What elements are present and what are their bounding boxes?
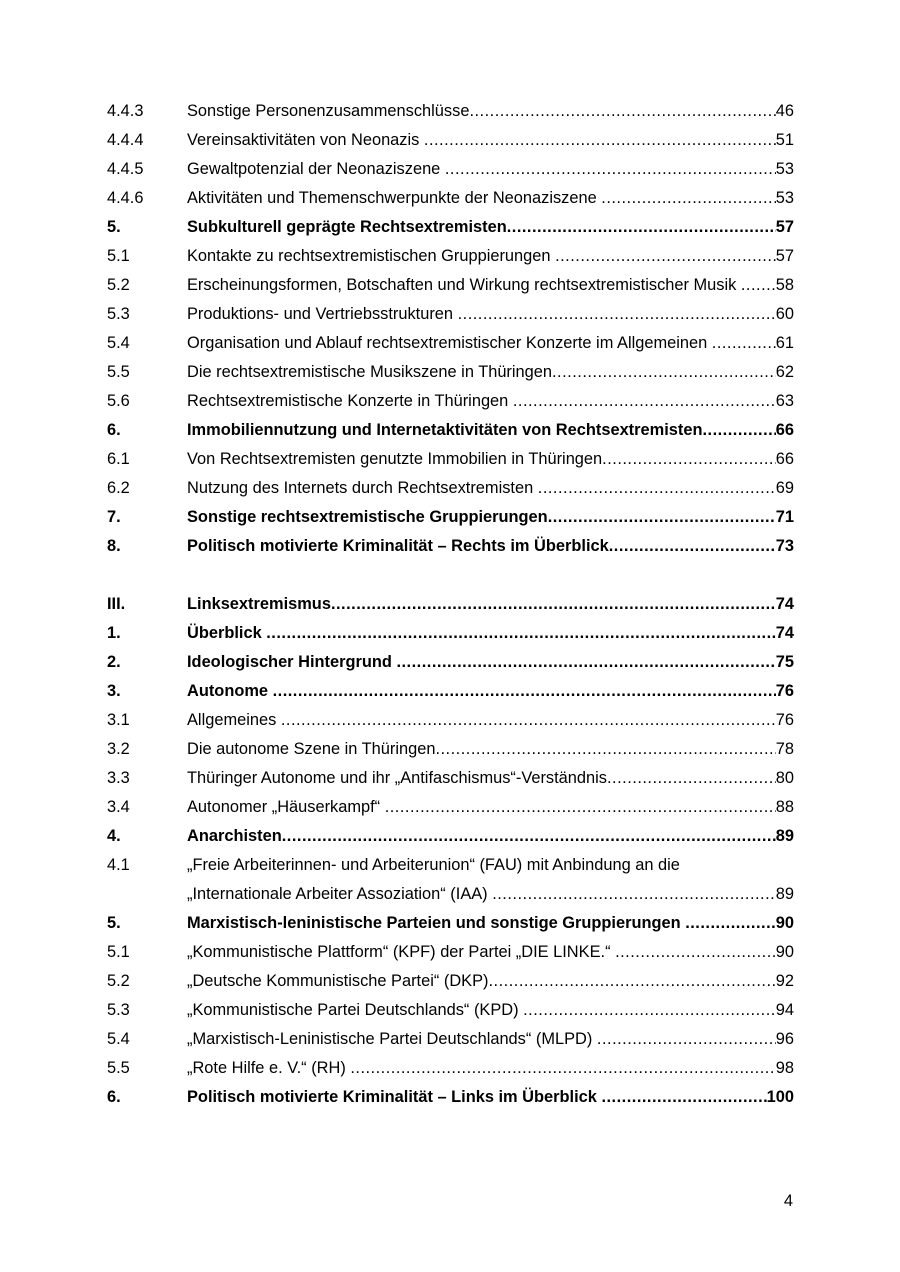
- toc-entry-title: Autonome: [187, 682, 273, 700]
- toc-entry-page-number: 66: [775, 450, 794, 468]
- toc-entry-page-number: 76: [775, 711, 794, 729]
- table-of-contents: [107, 97, 794, 1112]
- toc-entry-page-number: 96: [775, 1030, 794, 1048]
- toc-entry-body: [187, 938, 794, 967]
- toc-entry-body: [187, 358, 794, 387]
- toc-entry[interactable]: [107, 474, 794, 503]
- toc-entry-number: 7.: [107, 508, 121, 526]
- toc-entry-page-number: 66: [775, 421, 794, 439]
- toc-entry-title: Autonomer „Häuserkampf“: [187, 798, 385, 816]
- toc-entry-body: [187, 445, 794, 474]
- toc-entry-body: [187, 271, 794, 300]
- toc-entry-page-number: 71: [775, 508, 794, 526]
- toc-entry-body: [187, 387, 794, 416]
- toc-dot-leader: [552, 358, 776, 387]
- toc-entry-page-number: 53: [775, 189, 794, 207]
- toc-entry-page-number: 78: [775, 740, 794, 758]
- toc-entry-title: Nutzung des Internets durch Rechtsextremisten: [187, 479, 538, 497]
- toc-dot-leader: [615, 938, 776, 967]
- toc-entry-title: Überblick: [187, 624, 267, 642]
- toc-entry-title: Sonstige Personenzusammenschlüsse: [187, 102, 470, 120]
- toc-entry-body: [187, 155, 794, 184]
- toc-entry-number: 5.4: [107, 334, 130, 352]
- toc-entry-number: 1.: [107, 624, 121, 642]
- toc-entry-body: [187, 822, 794, 851]
- toc-entry[interactable]: [107, 880, 794, 909]
- toc-entry-number: 5.3: [107, 1001, 130, 1019]
- toc-entry-title: „Freie Arbeiterinnen- und Arbeiterunion“ (FAU) mit Anbindung an die: [187, 856, 680, 874]
- toc-entry-page-number: 60: [775, 305, 794, 323]
- toc-entry-body: [187, 996, 794, 1025]
- toc-entry-title: „Rote Hilfe e. V.“ (RH): [187, 1059, 351, 1077]
- toc-entry-title: Aktivitäten und Themenschwerpunkte der Neonaziszene: [187, 189, 602, 207]
- toc-entry-number: 3.: [107, 682, 121, 700]
- toc-entry[interactable]: [107, 764, 794, 793]
- toc-entry-title: Anarchisten: [187, 827, 282, 845]
- toc-entry-title: Organisation und Ablauf rechtsextremistischer Konzerte im Allgemeinen: [187, 334, 712, 352]
- toc-entry-title: Allgemeines: [187, 711, 281, 729]
- toc-dot-leader: [282, 822, 776, 851]
- toc-entry-page-number: 69: [775, 479, 794, 497]
- toc-entry-body: [187, 532, 794, 561]
- toc-entry-page-number: 80: [775, 769, 794, 787]
- toc-entry-title: „Marxistisch-Leninistische Partei Deutschlands“ (MLPD): [187, 1030, 597, 1048]
- toc-entry-title: Ideologischer Hintergrund: [187, 653, 397, 671]
- toc-entry-body: [187, 1083, 794, 1112]
- toc-dot-leader: [424, 126, 776, 155]
- toc-entry[interactable]: [107, 677, 794, 706]
- toc-entry-title: Sonstige rechtsextremistische Gruppierungen: [187, 508, 548, 526]
- toc-dot-leader: [507, 213, 776, 242]
- toc-entry[interactable]: [107, 155, 794, 184]
- toc-entry-title: „Kommunistische Plattform“ (KPF) der Partei „DIE LINKE.“: [187, 943, 616, 961]
- toc-dot-leader: [281, 706, 776, 735]
- toc-entry-body: [187, 967, 794, 996]
- toc-entry-body: [187, 97, 794, 126]
- toc-entry-number: 3.2: [107, 740, 130, 758]
- toc-entry-number: 4.1: [107, 856, 130, 874]
- toc-entry[interactable]: [107, 735, 794, 764]
- toc-dot-leader: [609, 532, 776, 561]
- toc-dot-leader: [712, 329, 776, 358]
- toc-entry-page-number: 73: [775, 537, 794, 555]
- toc-entry-number: 4.4.5: [107, 160, 144, 178]
- toc-dot-leader: [741, 271, 776, 300]
- toc-entry-body: [187, 764, 794, 793]
- toc-entry-title: Die rechtsextremistische Musikszene in Thüringen: [187, 363, 552, 381]
- toc-dot-leader: [702, 416, 775, 445]
- toc-entry-page-number: 94: [775, 1001, 794, 1019]
- toc-entry[interactable]: [107, 706, 794, 735]
- toc-entry-number: 5.6: [107, 392, 130, 410]
- toc-dot-leader: [266, 619, 776, 648]
- toc-entry-number: 5.: [107, 218, 121, 236]
- toc-entry[interactable]: [107, 445, 794, 474]
- toc-dot-leader: [602, 445, 776, 474]
- toc-entry-body: [187, 880, 794, 909]
- toc-entry[interactable]: [107, 909, 794, 938]
- toc-entry-title: Produktions- und Vertriebsstrukturen: [187, 305, 458, 323]
- toc-entry[interactable]: [107, 184, 794, 213]
- toc-entry-number: 5.1: [107, 247, 130, 265]
- toc-entry-body: [187, 735, 794, 764]
- toc-dot-leader: [396, 648, 775, 677]
- toc-entry-body: [187, 213, 794, 242]
- toc-entry-body: [187, 474, 794, 503]
- toc-entry-title: Immobiliennutzung und Internetaktivitäten von Rechtsextremisten: [187, 421, 703, 439]
- toc-entry-title: Kontakte zu rechtsextremistischen Gruppierungen: [187, 247, 556, 265]
- toc-entry-body: [187, 677, 794, 706]
- toc-entry-body: [187, 851, 794, 880]
- toc-entry-title: Von Rechtsextremisten genutzte Immobilien in Thüringen: [187, 450, 603, 468]
- toc-entry-number: III.: [107, 595, 126, 613]
- toc-entry-title: „Deutsche Kommunistische Partei“ (DKP): [187, 972, 489, 990]
- toc-entry-page-number: 58: [775, 276, 794, 294]
- toc-dot-leader: [492, 880, 776, 909]
- toc-dot-leader: [601, 184, 776, 213]
- toc-entry[interactable]: [107, 590, 794, 619]
- page-number-folio: 4: [783, 1192, 793, 1210]
- toc-dot-leader: [489, 967, 776, 996]
- toc-entry-page-number: 89: [775, 885, 794, 903]
- toc-entry[interactable]: [107, 271, 794, 300]
- toc-entry-number: 2.: [107, 653, 121, 671]
- toc-dot-leader: [331, 590, 776, 619]
- toc-entry-title: Rechtsextremistische Konzerte in Thüringen: [187, 392, 513, 410]
- toc-entry[interactable]: [107, 851, 794, 880]
- toc-entry-number: 6.: [107, 421, 121, 439]
- toc-entry-page-number: 100: [766, 1088, 794, 1106]
- toc-entry-title: Die autonome Szene in Thüringen: [187, 740, 436, 758]
- toc-entry-title: Politisch motivierte Kriminalität – Links im Überblick: [187, 1088, 602, 1106]
- toc-entry-page-number: 75: [775, 653, 794, 671]
- toc-entry-title: „Kommunistische Partei Deutschlands“ (KPD): [187, 1001, 524, 1019]
- toc-entry[interactable]: [107, 1025, 794, 1054]
- toc-dot-leader: [548, 503, 776, 532]
- toc-entry-body: [187, 793, 794, 822]
- toc-dot-leader: [385, 793, 776, 822]
- toc-dot-leader: [601, 1083, 766, 1112]
- toc-entry-body: [187, 909, 794, 938]
- toc-entry-number: 3.1: [107, 711, 130, 729]
- toc-entry-number: 5.4: [107, 1030, 130, 1048]
- toc-entry-number: 4.4.3: [107, 102, 144, 120]
- toc-entry-number: 3.4: [107, 798, 130, 816]
- toc-entry-page-number: 46: [775, 102, 794, 120]
- toc-entry-body: [187, 503, 794, 532]
- toc-entry-number: 5.2: [107, 276, 130, 294]
- toc-dot-leader: [555, 242, 776, 271]
- toc-entry-page-number: 62: [775, 363, 794, 381]
- toc-entry-body: [187, 242, 794, 271]
- toc-entry-number: 5.5: [107, 1059, 130, 1077]
- toc-dot-leader: [607, 764, 776, 793]
- toc-dot-leader: [513, 387, 776, 416]
- toc-dot-leader: [685, 909, 776, 938]
- toc-entry-page-number: 90: [775, 943, 794, 961]
- toc-entry-page-number: 88: [775, 798, 794, 816]
- toc-entry[interactable]: [107, 619, 794, 648]
- toc-entry[interactable]: [107, 822, 794, 851]
- toc-entry[interactable]: [107, 532, 794, 561]
- toc-entry-body: [187, 126, 794, 155]
- toc-entry[interactable]: [107, 126, 794, 155]
- toc-dot-leader: [523, 996, 776, 1025]
- toc-dot-leader: [273, 677, 776, 706]
- toc-entry-title: Subkulturell geprägte Rechtsextremisten: [187, 218, 507, 236]
- toc-entry-title: Marxistisch-leninistische Parteien und sonstige Gruppierungen: [187, 914, 686, 932]
- toc-entry-title: Linksextremismus: [187, 595, 331, 613]
- toc-entry-title: Gewaltpotenzial der Neonaziszene: [187, 160, 445, 178]
- toc-entry-number: 5.3: [107, 305, 130, 323]
- toc-entry[interactable]: [107, 213, 794, 242]
- toc-entry-body: [187, 1025, 794, 1054]
- toc-entry-page-number: 98: [775, 1059, 794, 1077]
- toc-entry-page-number: 63: [775, 392, 794, 410]
- toc-entry-number: 3.3: [107, 769, 130, 787]
- toc-entry[interactable]: [107, 300, 794, 329]
- toc-entry[interactable]: [107, 1083, 794, 1112]
- toc-entry-page-number: 53: [775, 160, 794, 178]
- toc-entry[interactable]: [107, 329, 794, 358]
- toc-entry-body: [187, 184, 794, 213]
- toc-entry-number: 5.5: [107, 363, 130, 381]
- toc-entry-body: [187, 706, 794, 735]
- toc-entry-body: [187, 329, 794, 358]
- toc-dot-leader: [538, 474, 776, 503]
- toc-entry-page-number: 57: [775, 218, 794, 236]
- toc-entry-page-number: 90: [775, 914, 794, 932]
- toc-entry-number: 5.2: [107, 972, 130, 990]
- toc-entry-number: 4.: [107, 827, 121, 845]
- toc-entry-page-number: 76: [775, 682, 794, 700]
- toc-entry-body: [187, 619, 794, 648]
- toc-entry-page-number: 51: [775, 131, 794, 149]
- toc-dot-leader: [458, 300, 776, 329]
- toc-entry-page-number: 89: [775, 827, 794, 845]
- toc-entry-body: [187, 648, 794, 677]
- toc-entry[interactable]: [107, 967, 794, 996]
- toc-entry-page-number: 74: [775, 624, 794, 642]
- toc-entry-page-number: 61: [775, 334, 794, 352]
- toc-dot-leader: [350, 1054, 775, 1083]
- toc-entry[interactable]: [107, 503, 794, 532]
- toc-entry[interactable]: [107, 996, 794, 1025]
- toc-entry-number: 6.1: [107, 450, 130, 468]
- toc-entry-number: 6.: [107, 1088, 121, 1106]
- toc-entry[interactable]: [107, 358, 794, 387]
- toc-entry[interactable]: [107, 97, 794, 126]
- toc-entry-number: 4.4.4: [107, 131, 144, 149]
- toc-entry[interactable]: [107, 938, 794, 967]
- toc-entry-number: 5.: [107, 914, 121, 932]
- toc-entry[interactable]: [107, 387, 794, 416]
- toc-entry-title: Thüringer Autonome und ihr „Antifaschismus“-Verständnis: [187, 769, 607, 787]
- toc-entry-body: [187, 590, 794, 619]
- toc-entry-page-number: 74: [775, 595, 794, 613]
- toc-entry[interactable]: [107, 1054, 794, 1083]
- toc-entry-title: Vereinsaktivitäten von Neonazis: [187, 131, 424, 149]
- toc-dot-leader: [445, 155, 776, 184]
- toc-entry[interactable]: [107, 648, 794, 677]
- toc-entry[interactable]: [107, 242, 794, 271]
- toc-entry-number: 6.2: [107, 479, 130, 497]
- toc-entry-number: 5.1: [107, 943, 130, 961]
- toc-entry-page-number: 57: [775, 247, 794, 265]
- toc-entry-body: [187, 300, 794, 329]
- toc-entry[interactable]: [107, 793, 794, 822]
- toc-entry-title: Erscheinungsformen, Botschaften und Wirkung rechtsextremistischer Musik: [187, 276, 741, 294]
- toc-dot-leader: [597, 1025, 776, 1054]
- toc-entry-page-number: 92: [775, 972, 794, 990]
- toc-entry-title: „Internationale Arbeiter Assoziation“ (IAA): [187, 885, 493, 903]
- toc-dot-leader: [435, 735, 775, 764]
- toc-dot-leader: [469, 97, 775, 126]
- toc-entry-body: [187, 416, 794, 445]
- toc-entry-title: Politisch motivierte Kriminalität – Rechts im Überblick: [187, 537, 609, 555]
- toc-entry-number: 4.4.6: [107, 189, 144, 207]
- toc-entry-body: [187, 1054, 794, 1083]
- toc-entry-number: 8.: [107, 537, 121, 555]
- toc-entry[interactable]: [107, 416, 794, 445]
